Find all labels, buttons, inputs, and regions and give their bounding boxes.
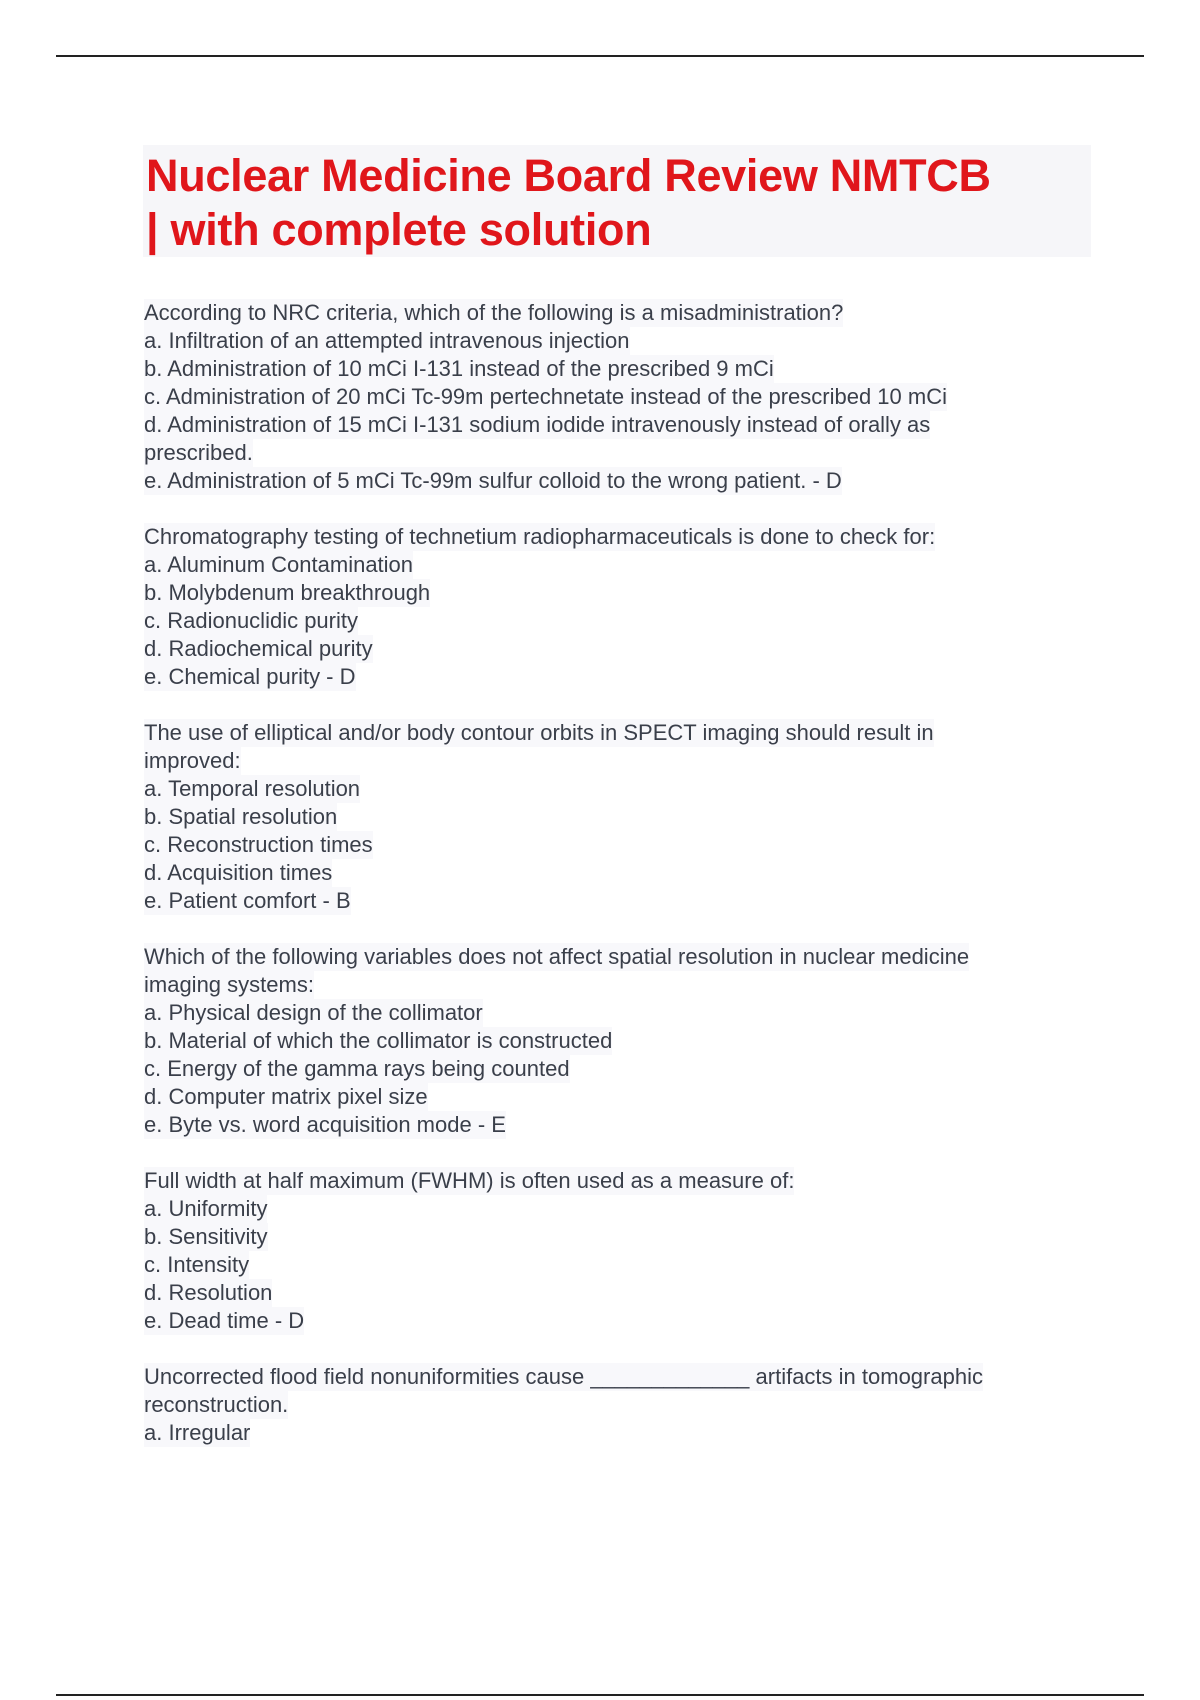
question-line: b. Spatial resolution bbox=[144, 804, 338, 829]
question-line: b. Sensitivity bbox=[144, 1224, 268, 1249]
question-line: a. Infiltration of an attempted intravenous injection bbox=[144, 328, 630, 353]
question-line: d. Administration of 15 mCi I-131 sodium iodide intravenously instead of orally as bbox=[144, 412, 931, 437]
question-line: e. Dead time - D bbox=[144, 1308, 305, 1333]
question-line: a. Physical design of the collimator bbox=[144, 1000, 483, 1025]
question-block bbox=[144, 299, 1084, 495]
question-line: a. Temporal resolution bbox=[144, 776, 361, 801]
question-line: b. Material of which the collimator is constructed bbox=[144, 1028, 613, 1053]
title-banner bbox=[143, 145, 1091, 257]
question-line: a. Aluminum Contamination bbox=[144, 552, 414, 577]
question-line: prescribed. bbox=[144, 440, 253, 465]
question-line: b. Molybdenum breakthrough bbox=[144, 580, 431, 605]
top-divider bbox=[56, 55, 1144, 57]
question-line: d. Radiochemical purity bbox=[144, 636, 373, 661]
question-text: Which of the following variables does not affect spatial resolution in nuclear medicine bbox=[144, 944, 970, 969]
question-line: e. Chemical purity - D bbox=[144, 664, 356, 689]
question-line: c. Administration of 20 mCi Tc-99m pertechnetate instead of the prescribed 10 mCi bbox=[144, 384, 947, 409]
question-line: reconstruction. bbox=[144, 1392, 289, 1417]
question-line: e. Patient comfort - B bbox=[144, 888, 351, 913]
question-block bbox=[144, 1363, 1084, 1447]
question-line: a. Uniformity bbox=[144, 1196, 268, 1221]
question-line: c. Intensity bbox=[144, 1252, 250, 1277]
question-block bbox=[144, 943, 1084, 1139]
question-text: The use of elliptical and/or body contour orbits in SPECT imaging should result in bbox=[144, 720, 934, 745]
bottom-divider bbox=[56, 1694, 1144, 1696]
question-text: According to NRC criteria, which of the following is a misadministration? bbox=[144, 300, 844, 325]
question-line: c. Energy of the gamma rays being counted bbox=[144, 1056, 570, 1081]
document-title bbox=[146, 149, 1076, 257]
question-line: d. Acquisition times bbox=[144, 860, 333, 885]
question-line: d. Resolution bbox=[144, 1280, 273, 1305]
question-line: c. Radionuclidic purity bbox=[144, 608, 358, 633]
question-line: c. Reconstruction times bbox=[144, 832, 373, 857]
questions-list bbox=[144, 299, 1084, 1475]
question-block bbox=[144, 1167, 1084, 1335]
question-line: e. Byte vs. word acquisition mode - E bbox=[144, 1112, 506, 1137]
question-line: a. Irregular bbox=[144, 1420, 251, 1445]
title-line-2: | with complete solution bbox=[146, 204, 652, 255]
question-block bbox=[144, 719, 1084, 915]
question-line: improved: bbox=[144, 748, 241, 773]
question-text: Chromatography testing of technetium radiopharmaceuticals is done to check for: bbox=[144, 524, 936, 549]
question-line: e. Administration of 5 mCi Tc-99m sulfur colloid to the wrong patient. - D bbox=[144, 468, 842, 493]
question-block bbox=[144, 523, 1084, 691]
question-line: imaging systems: bbox=[144, 972, 314, 997]
question-line: b. Administration of 10 mCi I-131 instead of the prescribed 9 mCi bbox=[144, 356, 774, 381]
question-text: Full width at half maximum (FWHM) is often used as a measure of: bbox=[144, 1168, 795, 1193]
question-text: Uncorrected flood field nonuniformities cause _____________ artifacts in tomographic bbox=[144, 1364, 983, 1389]
title-line-1: Nuclear Medicine Board Review NMTCB bbox=[146, 150, 991, 201]
question-line: d. Computer matrix pixel size bbox=[144, 1084, 428, 1109]
